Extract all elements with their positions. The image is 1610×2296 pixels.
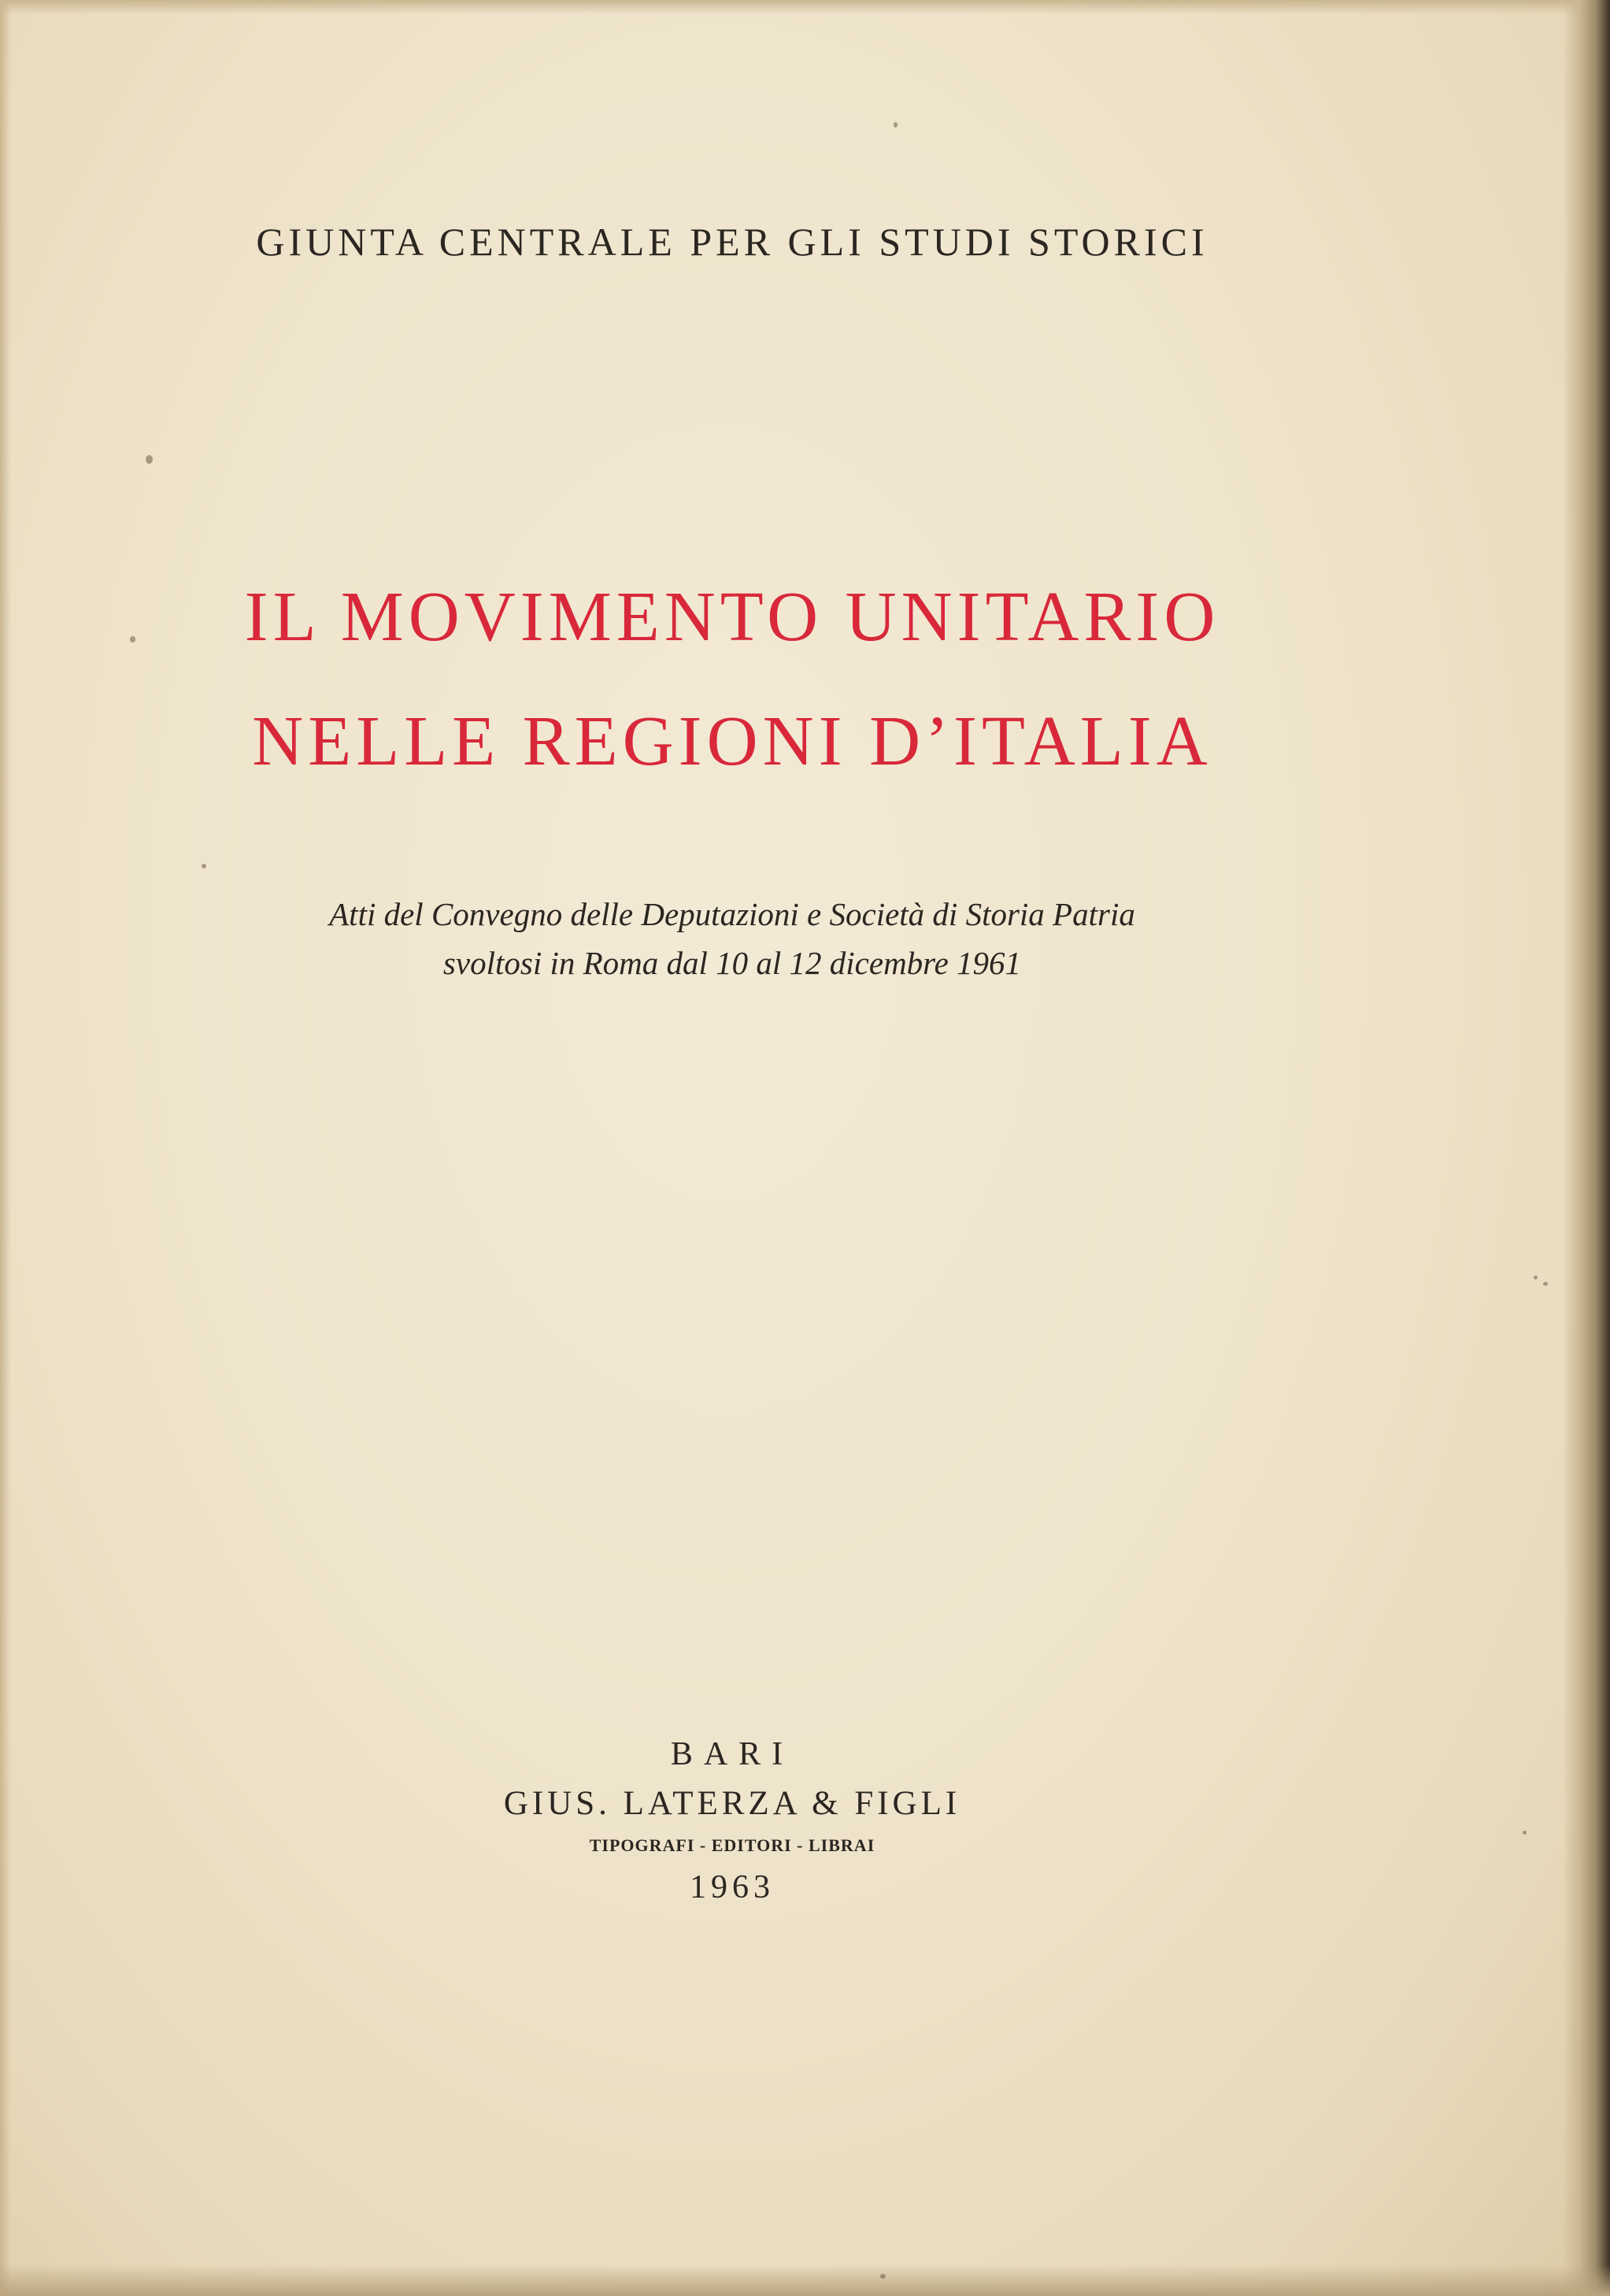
book-title-line-2: NELLE REGIONI D’ITALIA [252,702,1212,780]
imprint-year: 1963 [690,1869,775,1905]
paper-speck [894,122,898,128]
imprint-publisher: GIUS. LATERZA & FIGLI [503,1785,961,1822]
paper-left-edge [0,0,11,2296]
paper-right-edge [1563,0,1610,2296]
imprint-city: BARI [670,1736,794,1772]
paper-speck [146,455,153,464]
book-subtitle-line-1: Atti del Convegno delle Deputazioni e Società di Storia Patria [329,896,1135,932]
imprint-trades: TIPOGRAFI - EDITORI - LIBRAI [589,1835,875,1855]
book-title-line-1: IL MOVIMENTO UNITARIO [244,578,1220,656]
paper-speck [1543,1282,1548,1286]
book-title [0,555,1464,804]
paper-speck [880,2274,886,2279]
paper-speck [1534,1276,1538,1279]
paper-speck [1523,1831,1527,1835]
book-subtitle [0,890,1464,987]
imprint [0,1732,1464,1915]
institution-name: GIUNTA CENTRALE PER GLI STUDI STORICI [256,220,1208,264]
paper-speck [202,864,206,868]
paper-bottom-edge [0,2265,1610,2296]
book-subtitle-line-2: svoltosi in Roma dal 10 al 12 dicembre 1961 [442,945,1022,981]
paper-top-edge [0,0,1610,14]
